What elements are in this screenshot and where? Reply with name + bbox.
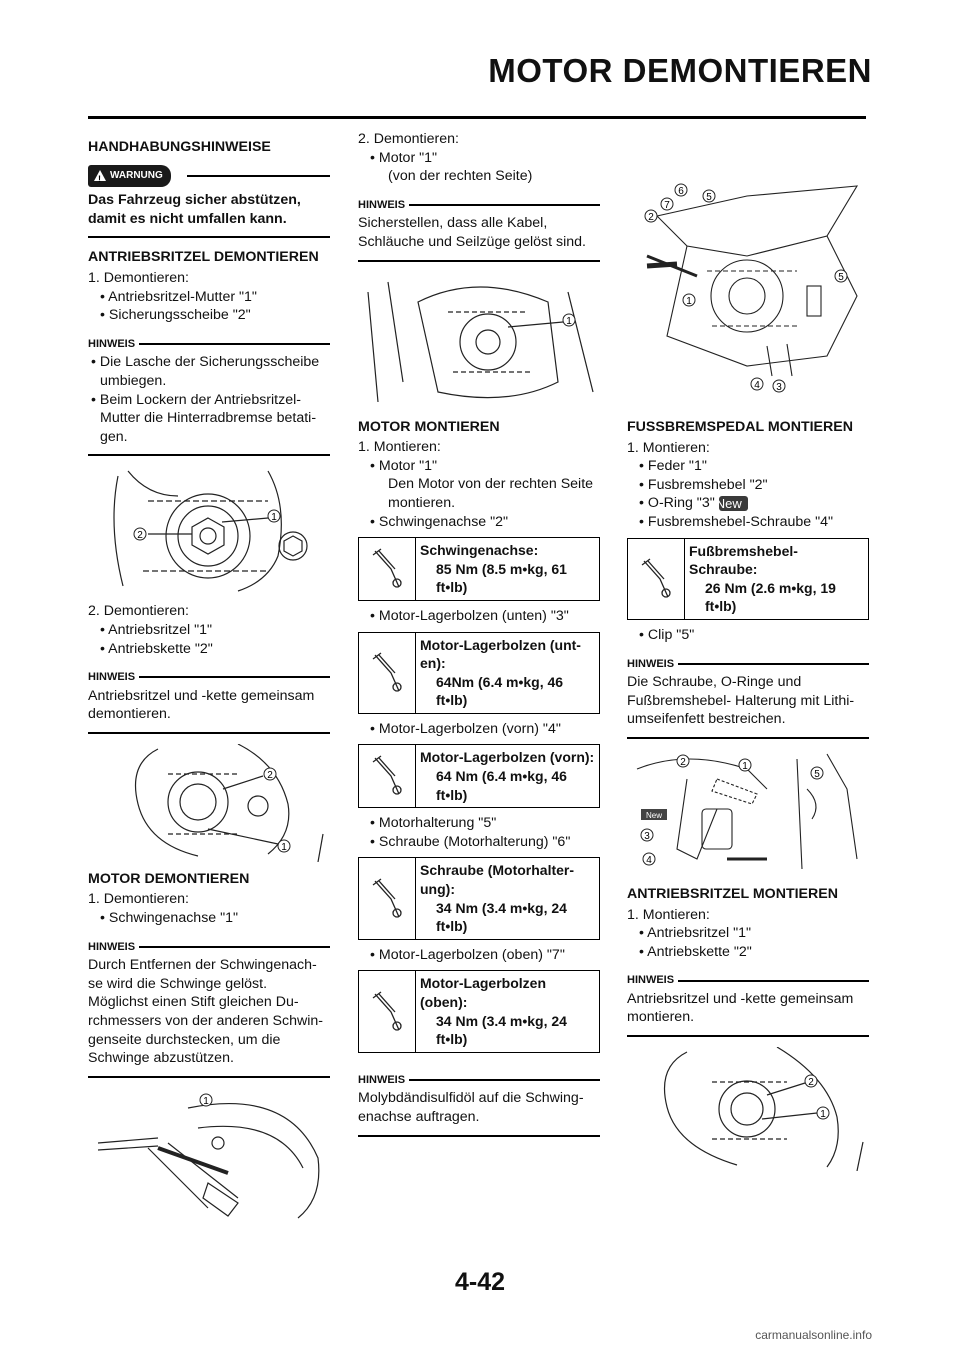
torque-wrench-icon: [359, 745, 416, 807]
bullet-item: • Sicherungsscheibe "2": [100, 307, 251, 324]
bullet-item: • Schwingenachse "1": [100, 910, 239, 927]
heading-antriebsritzel-montieren: ANTRIEBSRITZEL MONTIEREN: [627, 885, 838, 902]
fig5-callout-7: 7: [664, 200, 670, 211]
torque-value: 34 Nm (3.4 m•kg, 24 ft•lb): [436, 899, 567, 935]
fig5-callout-3: 3: [776, 382, 782, 393]
page-number: 4-42: [454, 1268, 506, 1296]
step-text: 1. Montieren:: [627, 906, 710, 923]
note-header: HINWEIS: [627, 655, 869, 674]
frame-engine-mount-illustration: [627, 176, 869, 396]
column-middle: [358, 130, 600, 1147]
title-rule: [88, 116, 866, 119]
torque-spec-box: [358, 632, 600, 714]
warning-label: WARNUNG: [110, 169, 163, 181]
torque-wrench-icon: [359, 633, 416, 713]
torque-name: Schraube (Motorhalter-ung):: [420, 862, 575, 898]
new-badge: New: [719, 496, 748, 511]
sprocket-nut-illustration: [88, 466, 330, 594]
heading-antriebsritzel-demontieren: ANTRIEBSRITZEL DEMONTIEREN: [88, 249, 319, 266]
torque-value: 64 Nm (6.4 m•kg, 46 ft•lb): [436, 768, 567, 803]
bullet-item: • Antriebskette "2": [100, 640, 213, 657]
step-text: 2. Demontieren:: [358, 131, 459, 147]
engine-removal-illustration: [358, 272, 600, 410]
bullet-item: • Feder "1": [639, 458, 707, 475]
bullet-item: • Schraube (Motorhalterung) "6": [370, 833, 571, 850]
step-text: 2. Demontieren:: [88, 603, 189, 620]
heading-motor-demontieren: MOTOR DEMONTIEREN: [88, 870, 250, 887]
callout-1: 1: [820, 1109, 826, 1121]
bullet-sub: (von der rechten Seite): [388, 168, 533, 185]
note-text: Die Schraube, O-Ringe und Fußbremshebel- Halterung mit Lithi-umseifenfett bestreichen.: [627, 674, 855, 728]
torque-wrench-icon: [359, 971, 416, 1051]
torque-spec-box: [358, 744, 600, 808]
note-text: Antriebsritzel und -kette gemeinsam demontieren.: [88, 687, 315, 723]
bullet-item: • Fusbremshebel "2": [639, 476, 768, 493]
fig5-callout-2: 2: [648, 212, 654, 223]
heading-motor-montieren: MOTOR MONTIEREN: [358, 418, 500, 435]
torque-name: Motor-Lagerbolzen (oben):: [420, 975, 546, 1010]
torque-spec-box: [358, 857, 600, 939]
bullet-item: • Clip "5": [639, 626, 695, 643]
torque-name: Motor-Lagerbolzen (unt-en):: [420, 636, 581, 672]
fig6-callout-1: 1: [742, 760, 748, 772]
heading-fussbremspedal: FUSSBREMSPEDAL MONTIEREN: [627, 419, 853, 435]
footer-watermark: carmanualsonline.info: [755, 1328, 872, 1342]
warning-text: Das Fahrzeug sicher abstützen, damit es nicht umfallen kann.: [88, 192, 301, 227]
bullet-item: • Schwingenachse "2": [370, 513, 509, 530]
torque-name: Motor-Lagerbolzen (vorn):: [420, 749, 595, 766]
bullet-item: • Antriebsritzel "1": [100, 621, 213, 638]
note-header: HINWEIS: [358, 1071, 600, 1090]
warning-header: [88, 165, 330, 188]
torque-value: 85 Nm (8.5 m•kg, 61 ft•lb): [436, 560, 567, 596]
column-right: [627, 168, 869, 1179]
note-header: HINWEIS: [88, 938, 330, 957]
callout-2: 2: [808, 1077, 814, 1089]
bullet-item: • Motor-Lagerbolzen (unten) "3": [370, 607, 569, 624]
fig6-callout-3: 3: [644, 830, 650, 842]
torque-wrench-icon: [359, 858, 416, 938]
torque-value: 34 Nm (3.4 m•kg, 24 ft•lb): [436, 1012, 567, 1048]
warning-badge: [88, 165, 171, 188]
step-text: 1. Demontieren:: [88, 269, 189, 286]
heading-handhabung: HANDHABUNGSHINWEISE: [88, 139, 271, 155]
bullet-item: • Antriebsritzel-Mutter "1": [100, 288, 257, 305]
callout-2: 2: [267, 769, 273, 781]
pivot-shaft-illustration: [88, 1088, 330, 1220]
bullet-item: • Motor "1": [370, 457, 438, 474]
sprocket-install-illustration: [627, 1047, 869, 1171]
bullet-sub: Den Motor von der rechten Seite montieren.: [388, 476, 594, 511]
bullet-item: • O-Ring "3"New: [627, 494, 869, 513]
sprocket-chain-illustration: [88, 744, 330, 862]
torque-wrench-icon: [628, 539, 685, 619]
step-text: 1. Montieren:: [358, 439, 441, 456]
bullet-item: • Motorhalterung "5": [370, 815, 497, 832]
fig6-callout-2: 2: [680, 756, 686, 768]
bullet-item: • Antriebsritzel "1": [639, 925, 752, 942]
note-item: • Beim Lockern der Antriebsritzel-Mutter die Hinterradbremse betati-gen.: [91, 391, 317, 445]
bullet-item: • Fusbremshebel-Schraube "4": [639, 513, 834, 530]
torque-value: 64Nm (6.4 m•kg, 46 ft•lb): [436, 673, 564, 709]
torque-spec-box: [358, 970, 600, 1052]
new-badge-fig: New: [645, 810, 663, 820]
fig5-callout-5b: 5: [838, 272, 844, 283]
page-title: MOTOR DEMONTIEREN: [488, 52, 872, 89]
bullet-item: • Motor "1": [370, 149, 438, 166]
step-text: 1. Montieren:: [627, 439, 710, 456]
note-header: HINWEIS: [358, 196, 600, 215]
fig6-callout-4: 4: [646, 854, 652, 866]
warning-triangle-icon: [94, 170, 106, 181]
callout-2: 2: [137, 530, 143, 542]
note-header: HINWEIS: [627, 971, 869, 990]
column-left: [88, 130, 330, 1228]
torque-value: 26 Nm (2.6 m•kg, 19 ft•lb): [705, 579, 836, 615]
fig6-callout-5: 5: [814, 768, 820, 780]
fig5-callout-6: 6: [678, 186, 684, 197]
callout-1: 1: [203, 1095, 209, 1107]
callout-1: 1: [566, 315, 572, 327]
fig5-callout-5: 5: [706, 192, 712, 203]
note-text: Sicherstellen, dass alle Kabel, Schläuche und Seilzüge gelöst sind.: [358, 215, 586, 250]
note-text: Molybdändisulfidöl auf die Schwing-enachse auftragen.: [358, 1090, 584, 1125]
note-text: Durch Entfernen der Schwingenach-se wird die Schwinge gelöst. Möglichst einen Stift gleichen Du-rchmessers von der anderen Schwin-genseite durchstecken, um die Schwinge abzustützen.: [88, 957, 323, 1067]
torque-spec-box: [627, 538, 869, 620]
torque-spec-box: [358, 537, 600, 601]
fig5-callout-4: 4: [754, 380, 760, 391]
brake-pedal-illustration: [627, 749, 869, 877]
callout-1: 1: [271, 512, 277, 524]
note-text: Antriebsritzel und -kette gemeinsam montieren.: [627, 990, 854, 1026]
step-text: 1. Demontieren:: [88, 891, 189, 908]
fig5-callout-1: 1: [686, 296, 692, 307]
torque-name: Fußbremshebel-Schraube:: [689, 542, 798, 578]
callout-1: 1: [281, 841, 287, 853]
bullet-item: • Motor-Lagerbolzen (oben) "7": [370, 946, 565, 963]
note-item: • Die Lasche der Sicherungsscheibe umbiegen.: [91, 354, 320, 389]
torque-wrench-icon: [359, 538, 416, 600]
bullet-item: • Antriebskette "2": [639, 943, 752, 960]
note-header: HINWEIS: [88, 335, 330, 354]
note-header: HINWEIS: [88, 668, 330, 687]
torque-name: Schwingenachse:: [420, 542, 539, 559]
bullet-item: • Motor-Lagerbolzen (vorn) "4": [370, 720, 561, 737]
